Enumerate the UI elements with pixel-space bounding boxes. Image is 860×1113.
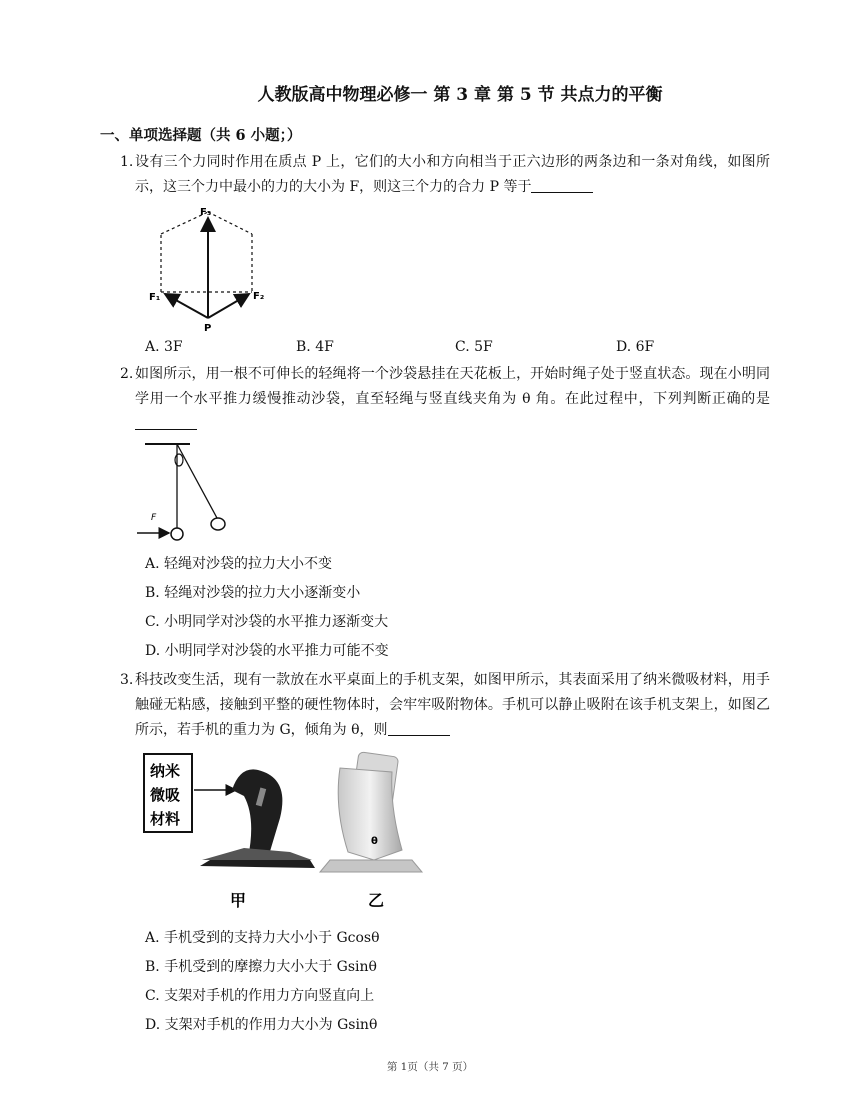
option-a[interactable]: A. 手机受到的支持力大小小于 Gcosθ (145, 930, 380, 946)
question-3 (120, 668, 770, 743)
option-c[interactable]: C. 支架对手机的作用力方向竖直向上 (145, 988, 375, 1004)
answer-blank (388, 721, 450, 736)
label-f1: F₁ (149, 292, 161, 303)
label-f2: F₂ (253, 291, 265, 302)
question-text: 科技改变生活，现有一款放在水平桌面上的手机支架，如图甲所示，其表面采用了纳米微吸材料，用手触碰无粘感，接触到平整的硬性物体时，会牢牢吸附物体。手机可以静止吸附在该手机支架上，如图乙所示，若手机的重力为 G，倾角为 θ，则 (135, 672, 770, 738)
question-number: 1. (120, 154, 134, 170)
label-yi: 乙 (368, 891, 385, 910)
option-d[interactable]: D. 支架对手机的作用力大小为 Gsinθ (145, 1017, 378, 1033)
option-a[interactable]: A. 3F (145, 339, 183, 355)
option-d[interactable]: D. 小明同学对沙袋的水平推力可能不变 (145, 643, 389, 659)
question-number: 3. (120, 672, 134, 688)
option-c[interactable]: C. 5F (455, 339, 493, 355)
question-1 (120, 150, 770, 200)
option-a[interactable]: A. 轻绳对沙袋的拉力大小不变 (145, 556, 333, 572)
option-b[interactable]: B. 手机受到的摩擦力大小大于 Gsinθ (145, 959, 377, 975)
phone-stand-figure (140, 748, 460, 913)
label-jia: 甲 (230, 891, 247, 910)
option-b[interactable]: B. 轻绳对沙袋的拉力大小逐渐变小 (145, 585, 361, 601)
page-footer: 第 1页（共 7 页） (386, 1061, 474, 1073)
page-title: 人教版高中物理必修一 第 3 章 第 5 节 共点力的平衡 (257, 85, 663, 105)
question-number: 2. (120, 366, 134, 382)
sandbag-diagram (135, 440, 245, 545)
question-2 (120, 362, 770, 437)
answer-blank (135, 415, 197, 430)
answer-blank (531, 178, 593, 193)
label-f3: F₃ (200, 207, 212, 218)
hexagon-force-diagram (145, 204, 270, 334)
box-line-1: 纳米 (150, 762, 181, 780)
question-text: 设有三个力同时作用在质点 P 上，它们的大小和方向相当于正六边形的两条边和一条对角线，如图所示，这三个力中最小的力的大小为 F，则这三个力的合力 P 等于 (135, 154, 770, 195)
question-text: 如图所示，用一根不可伸长的轻绳将一个沙袋悬挂在天花板上，开始时绳子处于竖直状态。现在小明同学用一个水平推力缓慢推动沙袋，直至轻绳与竖直线夹角为 θ 角。在此过程中，下列判断正确的是 (135, 366, 770, 407)
option-b[interactable]: B. 4F (296, 339, 334, 355)
box-line-2: 微吸 (150, 786, 181, 804)
option-d[interactable]: D. 6F (616, 339, 655, 355)
box-line-3: 材料 (150, 810, 181, 828)
option-c[interactable]: C. 小明同学对沙袋的水平推力逐渐变大 (145, 614, 389, 630)
label-theta: θ (371, 836, 378, 847)
label-p: P (204, 323, 212, 334)
section-heading: 一、单项选择题（共 6 小题；） (100, 127, 302, 144)
label-f: F (151, 513, 157, 523)
